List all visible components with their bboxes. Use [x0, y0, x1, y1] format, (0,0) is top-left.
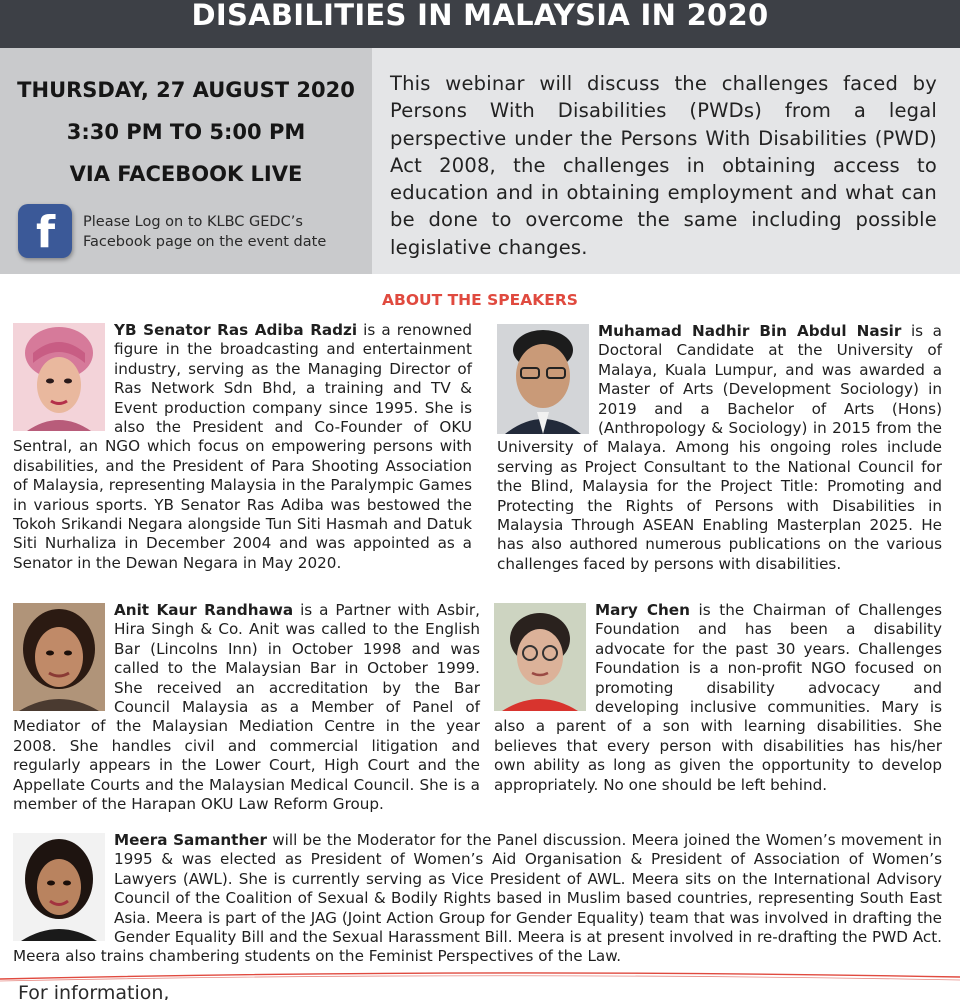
speaker-bio-meera — [13, 831, 942, 967]
page-title: DISABILITIES IN MALAYSIA IN 2020 — [191, 0, 769, 32]
event-date: THURSDAY, 27 AUGUST 2020 — [17, 78, 355, 102]
portrait-icon — [13, 603, 105, 711]
portrait-icon — [13, 323, 105, 431]
speakers-heading: ABOUT THE SPEAKERS — [382, 291, 578, 309]
speaker-bio-ras-adiba — [13, 321, 472, 573]
speaker-text: will be the Moderator for the Panel discussion. Meera joined the Women’s movement in 1995 & was elected as President of Women’s Aid Organisation & President of Association of Women’s Lawyers (AWL). She is currently serving as Vice President of AWL. Meera sits on the International Advisory Council of the Coalition of Sexual & Bodily Rights based in Muslim based countries, representing South East Asia. Meera is part of the JAG (Joint Action Group for Gender Equality) team that was involved in drafting the Gender Equality Bill and the Sexual Harassment Bill. Meera is at present involved in re-drafting the PWD Act. Meera also trains chambering students on the Feminist Perspectives of the Law. — [13, 831, 942, 966]
portrait-icon — [13, 833, 105, 941]
speaker-text: is a Partner with Asbir, Hira Singh & Co. Anit was called to the English Bar (Lincolns Inn) in October 1998 and was called to the Malaysian Bar in October 1999. She received an accreditation by the Bar Council Malaysia as a Member of Panel of Mediator of the Malaysian Mediation Centre in the year 2008. She handles civil and commercial litigation and regularly appears in the Lower Court, High Court and the Appellate Courts and the Malaysian Medical Council. She is a member of the Harapan OKU Law Reform Group. — [13, 601, 480, 814]
speaker-name: Anit Kaur Randhawa — [114, 601, 294, 619]
speaker-name: Mary Chen — [595, 601, 690, 619]
event-details-panel — [0, 48, 372, 274]
speaker-photo-anit — [13, 603, 105, 711]
footer-info-label: For information, — [18, 982, 170, 1000]
speaker-text: is the Chairman of Challenges Foundation and has been a disability advocate for the past 30 years. Challenges Foundation is a non-profit NGO focused on promoting disability advocacy and developing inclusive communities. Mary is also a parent of a son with learning disabilities. She believes that every person with disabilities has his/her own ability as long as given the opportunity to develop appropriately. No one should be left behind. — [494, 601, 942, 794]
speaker-photo-mary-chen — [494, 603, 586, 711]
speaker-photo-nadhir — [497, 324, 589, 434]
portrait-icon — [497, 324, 589, 434]
portrait-icon — [494, 603, 586, 711]
speaker-name: Meera Samanther — [114, 831, 268, 849]
event-venue: VIA FACEBOOK LIVE — [69, 162, 303, 186]
speaker-name: YB Senator Ras Adiba Radzi — [114, 321, 358, 339]
facebook-glyph: f — [36, 207, 56, 258]
speaker-name: Muhamad Nadhir Bin Abdul Nasir — [598, 322, 902, 340]
webinar-description: This webinar will discuss the challenges faced by Persons With Disabilities (PWDs) from a legal perspective under the Persons With Disabilities (PWD) Act 2008, the challenges in obtaining access to education and in obtaining employment and what can be done to overcome the same including possible legislative changes. — [390, 72, 937, 259]
speaker-photo-ras-adiba — [13, 323, 105, 431]
title-band — [0, 0, 960, 48]
speaker-bio-nadhir — [497, 322, 942, 574]
speaker-text: is a renowned figure in the broadcasting and entertainment industry, serving as the Managing Director of Ras Network Sdn Bhd, a training and TV & Event production company since 1995. She is also the President and Co-Founder of OKU Sentral, an NGO which focus on empowering persons with disabilities, and the President of Para Shooting Association of Malaysia, representing Malaysia in the Paralympic Games in various sports. YB Senator Ras Adiba was bestowed the Tokoh Srikandi Negara alongside Tun Siti Hasmah and Datuk Siti Nurhaliza in December 2004 and was appointed as a Senator in the Dewan Negara in May 2020. — [13, 321, 472, 572]
facebook-icon[interactable] — [18, 204, 72, 258]
speaker-photo-meera — [13, 833, 105, 941]
speaker-bio-anit — [13, 601, 480, 814]
speaker-bio-mary-chen — [494, 601, 942, 795]
event-time: 3:30 PM TO 5:00 PM — [66, 120, 306, 144]
speaker-text: is a Doctoral Candidate at the University of Malaya, Kuala Lumpur, and was awarded a Master of Arts (Development Sociology) in 2019 and a Bachelor of Arts (Hons) (Anthropology & Sociology) in 2015 from the University of Malaya. Among his ongoing roles include serving as Project Consultant to the National Council for the Blind, Malaysia for the Project Title: Promoting and Protecting the Rights of Persons with Disabilities in Malaysia Through ASEAN Enabling Masterplan 2025. He has also authored numerous publications on the various challenges faced by persons with disabilities. — [497, 322, 942, 573]
event-info-band — [0, 48, 960, 274]
facebook-note: Please Log on to KLBC GEDC’s Facebook page on the event date — [83, 214, 327, 250]
